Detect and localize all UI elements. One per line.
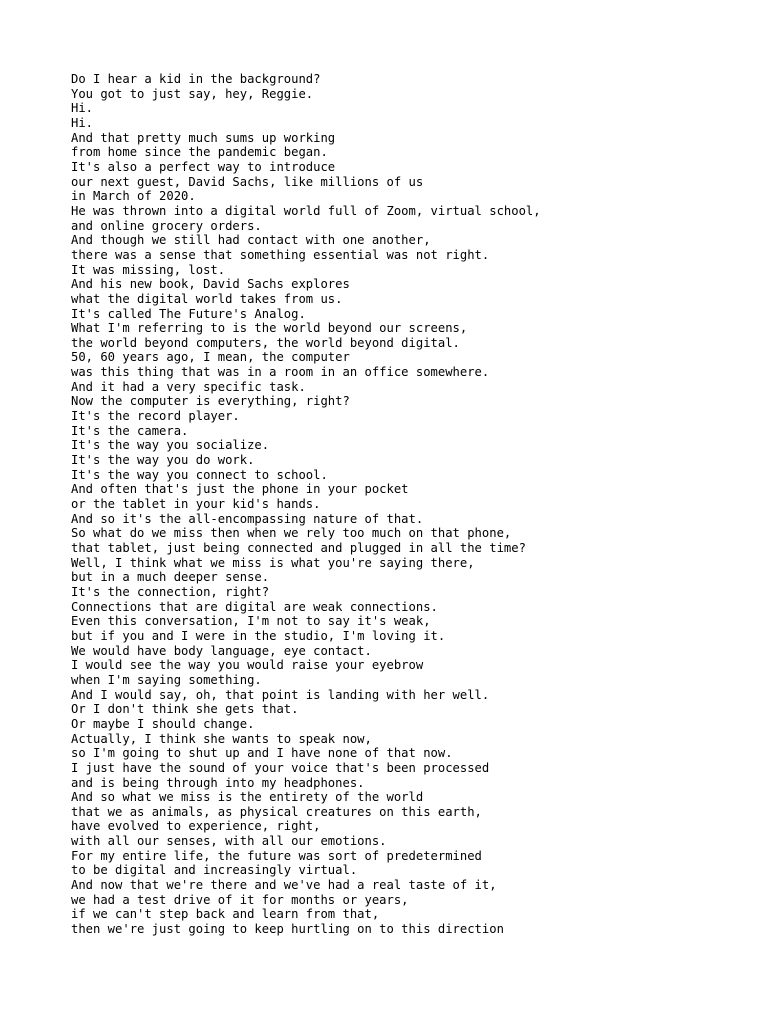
transcript-line: was this thing that was in a room in an office somewhere.	[71, 365, 490, 380]
transcript-line: Now the computer is everything, right?	[71, 394, 350, 409]
transcript-line: And though we still had contact with one another,	[71, 233, 431, 248]
transcript-line: and online grocery orders.	[71, 218, 262, 233]
transcript-line: then we're just going to keep hurtling on to this direction	[71, 922, 504, 937]
transcript-line: He was thrown into a digital world full of Zoom, virtual school,	[71, 203, 541, 218]
transcript-line: that tablet, just being connected and plugged in all the time?	[71, 541, 526, 555]
transcript-line: 50, 60 years ago, I mean, the computer	[71, 350, 350, 365]
transcript-line: And so it's the all-encompassing nature of that.	[71, 511, 424, 526]
transcript-line: It's the record player.	[71, 409, 240, 424]
transcript-line: Do I hear a kid in the background?	[71, 72, 321, 86]
transcript-line: For my entire life, the future was sort of predetermined	[71, 848, 482, 863]
transcript-line: so I'm going to shut up and I have none of that now.	[71, 746, 453, 761]
transcript-line: It's the connection, right?	[71, 584, 270, 599]
transcript-line: So what do we miss then when we rely too much on that phone,	[71, 526, 512, 541]
transcript-line: Hi.	[71, 101, 94, 116]
transcript-line: Well, I think what we miss is what you're saying there,	[71, 555, 475, 570]
transcript-line: Or maybe I should change.	[71, 716, 255, 731]
transcript-line: from home since the pandemic began.	[71, 145, 328, 160]
transcript-line: our next guest, David Sachs, like millions of us	[71, 174, 424, 189]
transcript-line: have evolved to experience, right,	[71, 819, 321, 834]
transcript-line: but in a much deeper sense.	[71, 570, 270, 585]
transcript-line: And now that we're there and we've had a real taste of it,	[71, 878, 497, 893]
transcript-line: I would see the way you would raise your eyebrow	[71, 658, 424, 673]
transcript-line: Connections that are digital are weak connections.	[71, 599, 438, 614]
transcript-line: It's the camera.	[71, 423, 189, 438]
transcript-line: And it had a very specific task.	[71, 379, 306, 394]
transcript-line: And his new book, David Sachs explores	[71, 277, 350, 292]
transcript-page	[71, 72, 751, 937]
transcript-line: or the tablet in your kid's hands.	[71, 497, 321, 512]
transcript-line: We would have body language, eye contact.	[71, 643, 372, 658]
transcript-line: It's the way you do work.	[71, 453, 255, 468]
transcript-line: there was a sense that something essential was not right.	[71, 247, 490, 262]
transcript-line: Actually, I think she wants to speak now,	[71, 731, 372, 746]
transcript-line: And so what we miss is the entirety of the world	[71, 790, 424, 805]
transcript-line: and is being through into my headphones.	[71, 775, 365, 790]
transcript-line: to be digital and increasingly virtual.	[71, 863, 358, 878]
transcript-line: with all our senses, with all our emotions.	[71, 834, 387, 849]
transcript-line: It was missing, lost.	[71, 262, 226, 277]
transcript-line: I just have the sound of your voice that's been processed	[71, 760, 490, 775]
transcript-line: You got to just say, hey, Reggie.	[71, 86, 314, 101]
transcript-line: Or I don't think she gets that.	[71, 702, 299, 717]
transcript-line: but if you and I were in the studio, I'm loving it.	[71, 628, 446, 643]
transcript-line: It's called The Future's Analog.	[71, 306, 306, 321]
transcript-line: in March of 2020.	[71, 189, 196, 204]
transcript-line: that we as animals, as physical creatures on this earth,	[71, 804, 482, 819]
transcript-line: the world beyond computers, the world beyond digital.	[71, 335, 460, 350]
transcript-line: Hi.	[71, 115, 94, 130]
transcript-line: when I'm saying something.	[71, 672, 262, 687]
transcript-line: It's the way you socialize.	[71, 438, 270, 453]
transcript-line: And I would say, oh, that point is landing with her well.	[71, 687, 490, 702]
transcript-line: And often that's just the phone in your pocket	[71, 482, 409, 497]
transcript-line: And that pretty much sums up working	[71, 130, 336, 145]
transcript-line: we had a test drive of it for months or years,	[71, 892, 409, 907]
transcript-line: what the digital world takes from us.	[71, 291, 343, 306]
transcript-line: It's the way you connect to school.	[71, 467, 328, 482]
transcript-line: It's also a perfect way to introduce	[71, 159, 336, 174]
transcript-line: Even this conversation, I'm not to say it's weak,	[71, 614, 431, 629]
transcript-line: What I'm referring to is the world beyond our screens,	[71, 321, 468, 336]
transcript-line: if we can't step back and learn from that,	[71, 907, 380, 922]
